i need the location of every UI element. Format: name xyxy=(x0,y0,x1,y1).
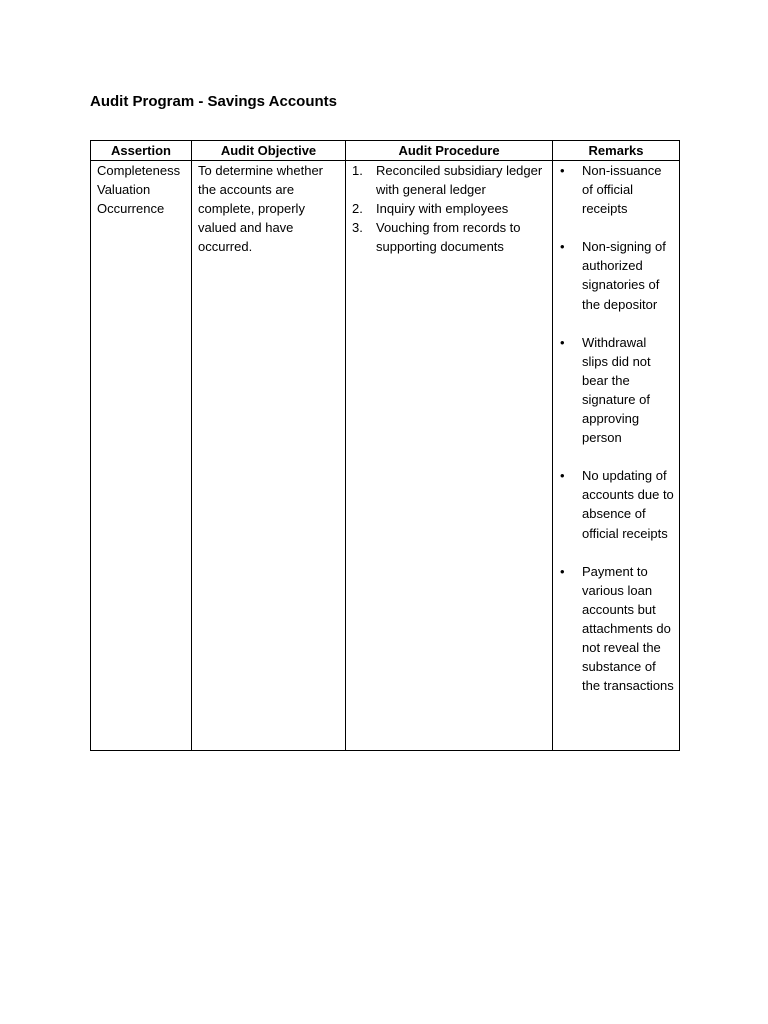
header-assertion: Assertion xyxy=(91,141,192,161)
procedure-number: 1. xyxy=(352,163,363,178)
procedure-text: Reconciled subsidiary ledger with general ledger xyxy=(376,163,543,198)
procedure-text: Vouching from records to supporting documents xyxy=(376,220,521,255)
objective-cell xyxy=(192,161,346,751)
remark-text: Payment to various loan accounts but attachments do not reveal the substance of the transactions xyxy=(582,563,674,694)
document-title: Audit Program - Savings Accounts xyxy=(90,93,337,110)
bullet-icon: • xyxy=(560,239,565,255)
procedure-cell xyxy=(346,161,553,751)
header-remarks: Remarks xyxy=(553,141,680,161)
table-header-row xyxy=(91,141,680,161)
remark-item xyxy=(559,237,674,313)
bullet-icon: • xyxy=(560,468,565,484)
remarks-list xyxy=(559,161,674,695)
header-audit-objective: Audit Objective xyxy=(192,141,346,161)
remark-text: Non-signing of authorized signatories of the depositor xyxy=(582,239,666,312)
remark-item xyxy=(559,161,674,218)
assertion-completeness: Completeness xyxy=(97,163,181,178)
remark-text: Non-issuance of official receipts xyxy=(582,163,662,217)
procedure-number: 2. xyxy=(352,201,363,217)
remark-text: No updating of accounts due to absence of official receipts xyxy=(582,468,674,541)
procedure-item xyxy=(352,161,547,199)
header-audit-procedure: Audit Procedure xyxy=(346,141,553,161)
remark-text: Withdrawal slips did not bear the signature of approving person xyxy=(582,334,651,446)
remark-item xyxy=(559,333,674,448)
procedure-list xyxy=(352,161,547,256)
procedure-item xyxy=(352,218,547,256)
audit-program-table xyxy=(90,140,680,751)
assertion-cell xyxy=(91,161,192,751)
procedure-text: Inquiry with employees xyxy=(376,201,509,217)
bullet-icon: • xyxy=(560,334,565,350)
remarks-cell xyxy=(553,161,680,751)
remark-item xyxy=(559,562,674,696)
table-row xyxy=(91,161,680,751)
assertion-valuation: Valuation xyxy=(97,182,151,198)
remark-item xyxy=(559,466,674,542)
bullet-icon: • xyxy=(560,163,565,178)
audit-objective-text: To determine whether the accounts are complete, properly valued and have occurred. xyxy=(198,163,324,255)
assertion-occurrence: Occurrence xyxy=(97,201,165,217)
procedure-number: 3. xyxy=(352,220,363,236)
bullet-icon: • xyxy=(560,563,565,579)
procedure-item xyxy=(352,199,547,218)
